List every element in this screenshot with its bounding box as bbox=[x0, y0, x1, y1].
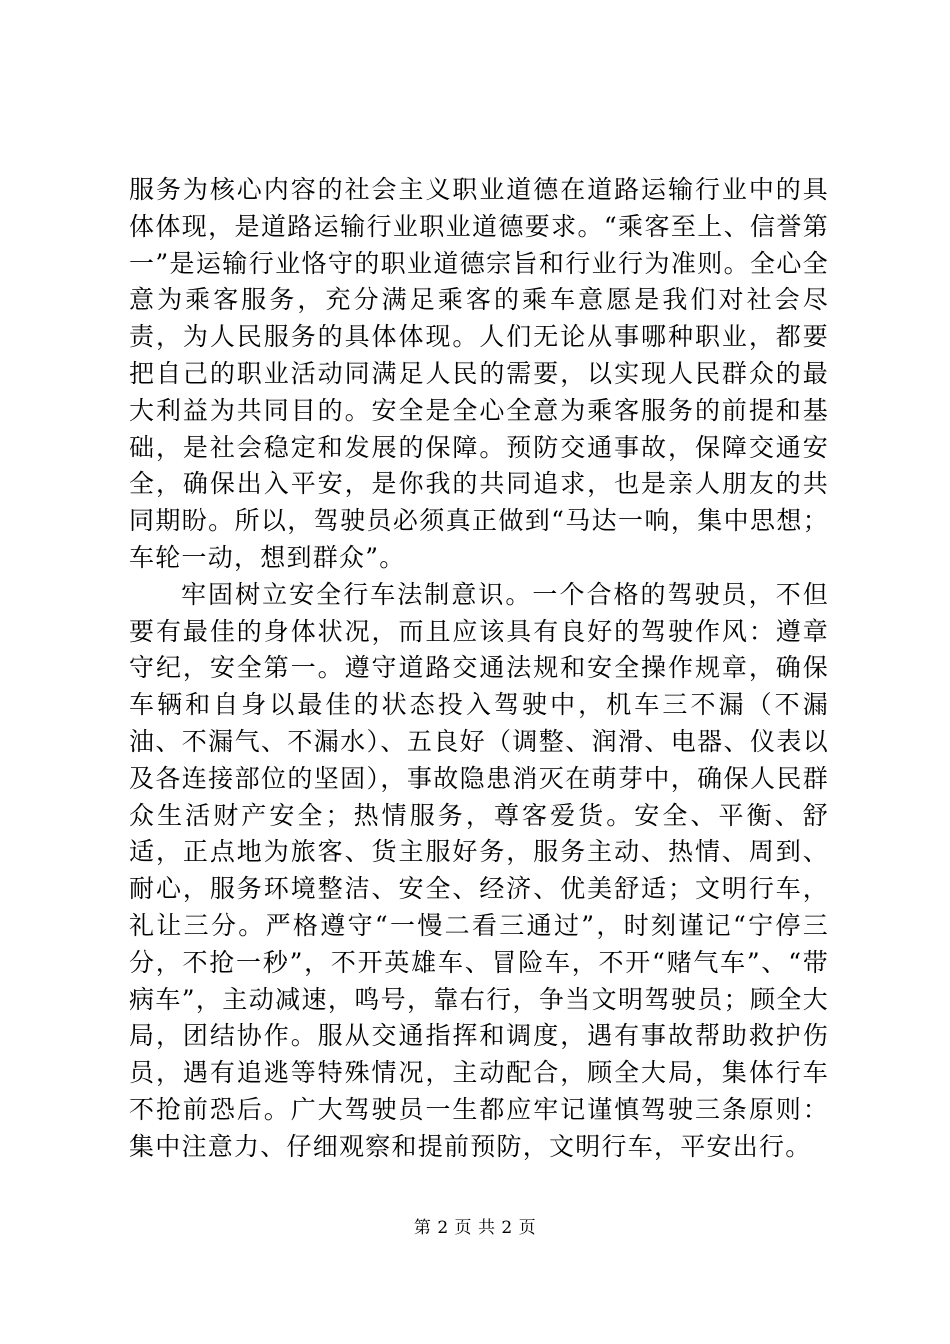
page-number-footer: 第 2 页 共 2 页 bbox=[413, 1218, 537, 1238]
document-body bbox=[129, 172, 829, 1166]
paragraph-2: 牢固树立安全行车法制意识。一个合格的驾驶员，不但要有最佳的身体状况，而且应该具有良好的驾驶作风：遵章守纪，安全第一。遵守道路交通法规和安全操作规章，确保车辆和自身以最佳的状态投入驾驶中，机车三不漏（不漏油、不漏气、不漏水）、五良好（调整、润滑、电器、仪表以及各连接部位的坚固），事故隐患消灭在萌芽中，确保人民群众生活财产安全；热情服务，尊客爱货。安全、平衡、舒适，正点地为旅客、货主服好务，服务主动、热情、周到、耐心，服务环境整洁、安全、经济、优美舒适；文明行车，礼让三分。严格遵守“一慢二看三通过”，时刻谨记“宁停三分，不抢一秒”，不开英雄车、冒险车，不开“赌气车”、“带病车”，主动减速，鸣号，靠右行，争当文明驾驶员；顾全大局，团结协作。服从交通指挥和调度，遇有事故帮助救护伤员，遇有追逃等特殊情况，主动配合，顾全大局，集体行车不抢前恐后。广大驾驶员一生都应牢记谨慎驾驶三条原则：集中注意力、仔细观察和提前预防，文明行车，平安出行。 bbox=[129, 579, 829, 1161]
paragraph-1: 服务为核心内容的社会主义职业道德在道路运输行业中的具体体现，是道路运输行业职业道德要求。“乘客至上、信誉第一”是运输行业恪守的职业道德宗旨和行业行为准则。全心全意为乘客服务，充分满足乘客的乘车意愿是我们对社会尽责，为人民服务的具体体现。人们无论从事哪种职业，都要把自己的职业活动同满足人民的需要，以实现人民群众的最大利益为共同目的。安全是全心全意为乘客服务的前提和基础，是社会稳定和发展的保障。预防交通事故，保障交通安全，确保出入平安，是你我的共同追求，也是亲人朋友的共同期盼。所以，驾驶员必须真正做到“马达一响，集中思想；车轮一动，想到群众”。 bbox=[129, 175, 829, 572]
